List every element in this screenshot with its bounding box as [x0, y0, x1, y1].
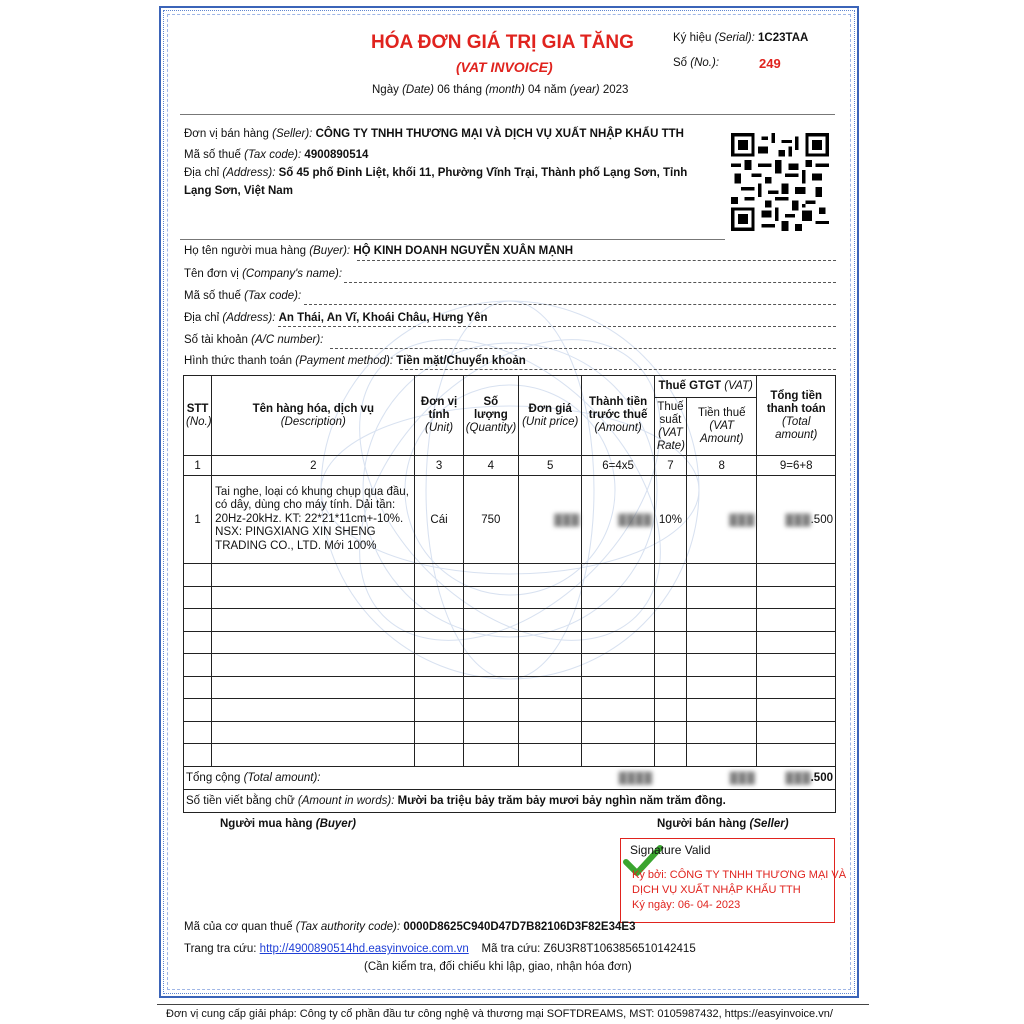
lookup-link[interactable]: http://4900890514hd.easyinvoice.com.vn	[259, 943, 469, 955]
tax-authority-line: Mã của cơ quan thuế (Tax authority code): 0000D8625C940D47D7B82106D3F82E34E3	[184, 921, 636, 933]
lookup-code: Z6U3R8T1063856510142415	[543, 943, 696, 955]
tax-authority-code: 0000D8625C940D47D7B82106D3F82E34E3	[403, 921, 636, 933]
seller-address-line2: Lạng Sơn, Việt Nam	[184, 185, 293, 197]
column-numbers-row: 1 2 3 4 5 6=4x5 7 8 9=6+8	[184, 456, 836, 476]
blurred-unit-price: ▓▓▓	[554, 513, 580, 526]
invoice-subtitle: (VAT INVOICE)	[456, 59, 553, 75]
payment-method: Tiền mặt/Chuyển khoản	[396, 355, 526, 367]
th-amount: Thành tiền trước thuế (Amount)	[582, 376, 654, 456]
blurred-total-prefix: ▓▓▓	[785, 513, 811, 526]
invoice-no-value: 249	[759, 56, 781, 71]
amount-in-words-row: Số tiền viết bằng chữ (Amount in words): Mười ba triệu bảy trăm bảy mươi bảy nghìn năm trăm đồng.	[184, 789, 836, 812]
empty-row	[184, 676, 836, 699]
table-row: 1 Tai nghe, loại có khung chụp qua đầu, có dây, dùng cho máy tính. Dải tần: 20Hz-20kHz. KT: 22*21*11cm+-10%. NSX: PINGXIANG XIN SHENG TRADING CO., LTD. Mới 100% Cái 750 ▓▓▓ ▓▓▓▓ 10% ▓▓▓ ▓▓▓.500	[184, 476, 836, 564]
th-unit: Đơn vị tính (Unit)	[415, 376, 463, 456]
amount-in-words: Mười ba triệu bảy trăm bảy mươi bảy nghìn năm trăm đồng.	[397, 794, 726, 807]
empty-row	[184, 586, 836, 609]
th-vat-amount: Tiền thuế (VAT Amount)	[687, 398, 757, 456]
seller-address-line: Địa chỉ (Address): Số 45 phố Đinh Liệt, khối 11, Phường Vĩnh Trại, Thành phố Lạng Sơn, Tỉnh	[184, 167, 688, 179]
seller-tax-line: Mã số thuế (Tax code): 4900890514	[184, 149, 369, 161]
empty-row	[184, 654, 836, 677]
seller-address: Số 45 phố Đinh Liệt, khối 11, Phường Vĩnh Trại, Thành phố Lạng Sơn, Tỉnh	[278, 167, 688, 179]
total-row: Tổng cộng (Total amount): ▓▓▓▓ ▓▓▓ ▓▓▓.500	[184, 766, 836, 789]
serial-line: Ký hiệu (Serial): 1C23TAA	[673, 32, 809, 44]
signed-by-line2: DỊCH VỤ XUẤT NHẬP KHẨU TTH	[632, 884, 801, 896]
th-rate: Thuế suất (VAT Rate)	[654, 398, 686, 456]
empty-row	[184, 631, 836, 654]
buyer-name-line: Họ tên người mua hàng (Buyer): HỘ KINH DOANH NGUYỄN XUÂN MẠNH	[184, 245, 574, 257]
buyer-address-line: Địa chỉ (Address): An Thái, An Vĩ, Khoái Châu, Hưng Yên	[184, 312, 488, 324]
signed-by-line1: Ký bởi: CÔNG TY TNHH THƯƠNG MẠI VÀ	[632, 869, 847, 881]
blurred-vat-amount: ▓▓▓	[729, 513, 755, 526]
invoice-no-line: Số (No.):	[673, 57, 720, 69]
qr-code-icon	[731, 133, 829, 231]
lookup-line: Trang tra cứu: http://4900890514hd.easyinvoice.com.vn Mã tra cứu: Z6U3R8T1063856510142415	[184, 943, 696, 955]
th-vat: Thuế GTGT (VAT)	[654, 376, 757, 398]
empty-row	[184, 744, 836, 767]
th-price: Đơn giá (Unit price)	[519, 376, 582, 456]
provider-footer: Đơn vị cung cấp giải pháp: Công ty cổ phần đầu tư công nghệ và thương mại SOFTDREAMS, MST: 0105987432, https://easyinvoice.vn/	[166, 1008, 833, 1020]
signature-valid-text: Signature Valid	[630, 843, 711, 857]
empty-row	[184, 609, 836, 632]
seller-name: CÔNG TY TNHH THƯƠNG MẠI VÀ DỊCH VỤ XUẤT NHẬP KHẨU TTH	[315, 128, 684, 140]
seller-name-line: Đơn vị bán hàng (Seller): CÔNG TY TNHH THƯƠNG MẠI VÀ DỊCH VỤ XUẤT NHẬP KHẨU TTH	[184, 128, 684, 140]
blurred-amount: ▓▓▓▓	[618, 513, 652, 526]
th-total: Tổng tiền thanh toán (Total amount)	[757, 376, 836, 456]
payment-method-line: Hình thức thanh toán (Payment method): Tiền mặt/Chuyển khoản	[184, 355, 526, 367]
buyer-account-line: Số tài khoản (A/C number):	[184, 334, 324, 346]
seller-tax-code: 4900890514	[304, 149, 369, 161]
signed-date: Ký ngày: 06- 04- 2023	[632, 899, 741, 911]
empty-row	[184, 564, 836, 587]
buyer-company-line: Tên đơn vị (Company's name):	[184, 268, 343, 280]
verification-note: (Cần kiểm tra, đối chiếu khi lập, giao, nhận hóa đơn)	[364, 961, 632, 973]
seller-signature-label: Người bán hàng (Seller)	[657, 818, 789, 830]
empty-row	[184, 721, 836, 744]
th-qty: Số lượng (Quantity)	[463, 376, 518, 456]
item-description: Tai nghe, loại có khung chụp qua đầu, có dây, dùng cho máy tính. Dải tần: 20Hz-20kHz. KT: 22*21*11cm+-10%. NSX: PINGXIANG XIN SHENG TRADING CO., LTD. Mới 100%	[212, 476, 415, 564]
th-stt: STT (No.)	[184, 376, 212, 456]
buyer-name: HỘ KINH DOANH NGUYỄN XUÂN MẠNH	[353, 245, 574, 257]
buyer-address: An Thái, An Vĩ, Khoái Châu, Hưng Yên	[278, 312, 488, 324]
th-desc: Tên hàng hóa, dịch vụ (Description)	[212, 376, 415, 456]
buyer-tax-line: Mã số thuế (Tax code):	[184, 290, 302, 302]
serial-value: 1C23TAA	[758, 32, 809, 44]
grand-total: .500	[810, 771, 833, 784]
invoice-title: HÓA ĐƠN GIÁ TRỊ GIA TĂNG	[371, 32, 634, 53]
invoice-date: Ngày (Date) 06 tháng (month) 04 năm (year) 2023	[372, 84, 629, 96]
empty-row	[184, 699, 836, 722]
digital-signature-box[interactable]	[620, 838, 847, 923]
buyer-signature-label: Người mua hàng (Buyer)	[220, 818, 357, 830]
items-table	[183, 375, 836, 813]
